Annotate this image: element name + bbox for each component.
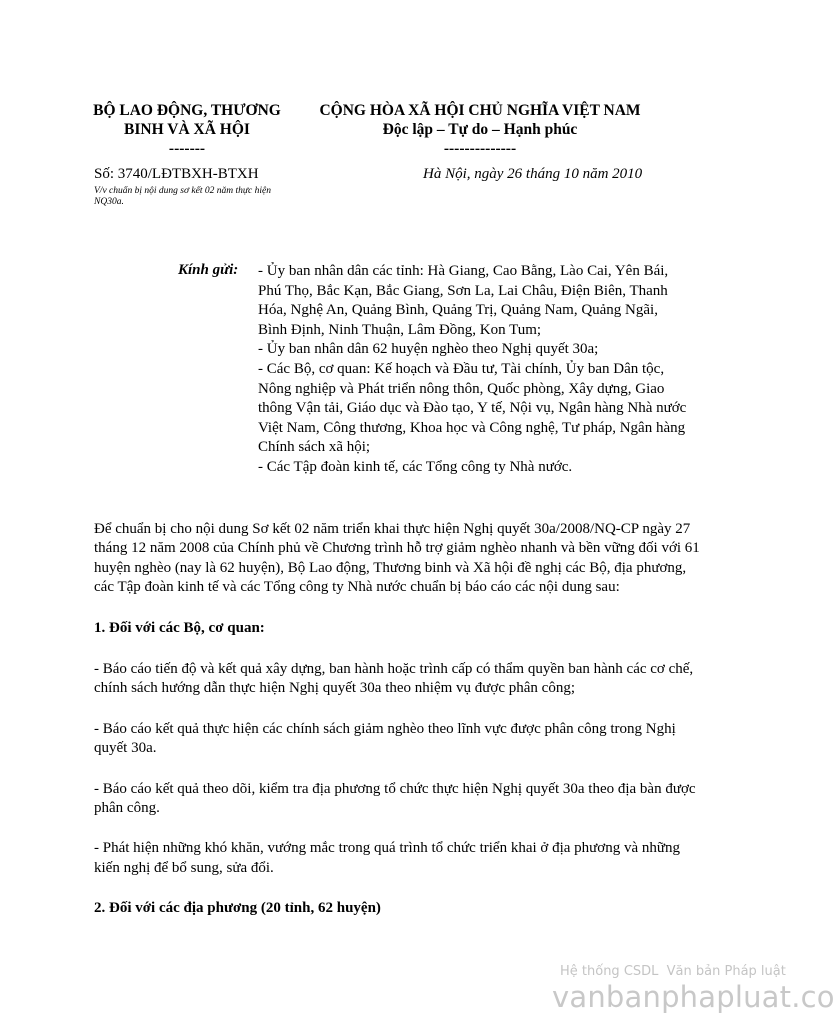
section-1-item: - Báo cáo tiến độ và kết quả xây dựng, ban hành hoặc trình cấp có thẩm quyền ban hành các cơ chế, chính sách hướng dẫn thực hiện Nghị quyết 30a theo nhiệm vụ được phân công;: [94, 661, 694, 697]
section-2-title: 2. Đối với các địa phương (20 tỉnh, 62 huyện): [94, 900, 381, 917]
section-1-item: - Báo cáo kết quả thực hiện các chính sách giảm nghèo theo lĩnh vực được phân công trong Nghị quyết 30a.: [94, 720, 676, 757]
nation-divider: --------------: [443, 140, 517, 157]
document-subject: V/v chuẩn bị nội dung sơ kết 02 năm thực hiện NQ30a.: [94, 186, 271, 207]
recipients-label: Kính gửi:: [178, 262, 239, 278]
ministry-name-line1: BỘ LAO ĐỘNG, THƯƠNG: [93, 102, 281, 119]
nation-motto: Độc lập – Tự do – Hạnh phúc: [382, 121, 578, 138]
watermark-caption: Hệ thống CSDL Văn bản Pháp luật: [560, 964, 786, 979]
document-body: [94, 520, 708, 941]
document-number: Số: 3740/LĐTBXH-BTXH: [94, 166, 259, 182]
section-1-title: 1. Đối với các Bộ, cơ quan:: [94, 619, 265, 636]
ministry-divider: -------: [168, 140, 206, 157]
section-1-item: - Phát hiện những khó khăn, vướng mắc trong quá trình tổ chức triển khai ở địa phương và những kiến nghị để bổ sung, sửa đổi.: [94, 840, 681, 876]
recipient-item: - Các Bộ, cơ quan: Kế hoạch và Đầu tư, Tài chính, Ủy ban Dân tộc, Nông nghiệp và Phát triển nông thôn, Quốc phòng, Xây dựng, Giao thông Vận tải, Giáo dục và Đào tạo, Y tế, Nội vụ, Ngân hàng Nhà nước Việt Nam, Công thương, Khoa học và Công nghệ, Tư pháp, Ngân hàng Chính sách xã hội;: [258, 360, 687, 456]
nation-header: [300, 101, 660, 158]
ministry-header: [76, 101, 298, 158]
ministry-name-line2: BINH VÀ XÃ HỘI: [124, 121, 250, 138]
nation-name: CỘNG HÒA XÃ HỘI CHỦ NGHĨA VIỆT NAM: [319, 102, 641, 119]
recipient-item: - Ủy ban nhân dân 62 huyện nghèo theo Nghị quyết 30a;: [258, 341, 599, 358]
section-1-item: - Báo cáo kết quả theo dõi, kiểm tra địa phương tổ chức thực hiện Nghị quyết 30a theo địa bàn được phân công.: [94, 780, 696, 817]
recipients-list: [258, 262, 688, 478]
watermark-site: vanbanphapluat.co: [552, 980, 835, 1014]
recipient-item: - Các Tập đoàn kinh tế, các Tổng công ty Nhà nước.: [258, 458, 573, 475]
document-date: Hà Nội, ngày 26 tháng 10 năm 2010: [423, 166, 643, 182]
recipient-item: - Ủy ban nhân dân các tỉnh: Hà Giang, Cao Bằng, Lào Cai, Yên Bái, Phú Thọ, Bắc Kạn, Bắc Giang, Sơn La, Lai Châu, Điện Biên, Thanh Hóa, Nghệ An, Quảng Bình, Quảng Trị, Quảng Nam, Quảng Ngãi, Bình Định, Ninh Thuận, Lâm Đồng, Kon Tum;: [258, 263, 669, 338]
intro-paragraph: Để chuẩn bị cho nội dung Sơ kết 02 năm triển khai thực hiện Nghị quyết 30a/2008/NQ-CP ngày 27 tháng 12 năm 2008 của Chính phủ về Chương trình hỗ trợ giảm nghèo nhanh và bền vững đối với 61 huyện nghèo (nay là 62 huyện), Bộ Lao động, Thương binh và Xã hội đề nghị các Bộ, địa phương, các Tập đoàn kinh tế và các Tổng công ty Nhà nước chuẩn bị báo cáo các nội dung sau:: [94, 521, 700, 596]
